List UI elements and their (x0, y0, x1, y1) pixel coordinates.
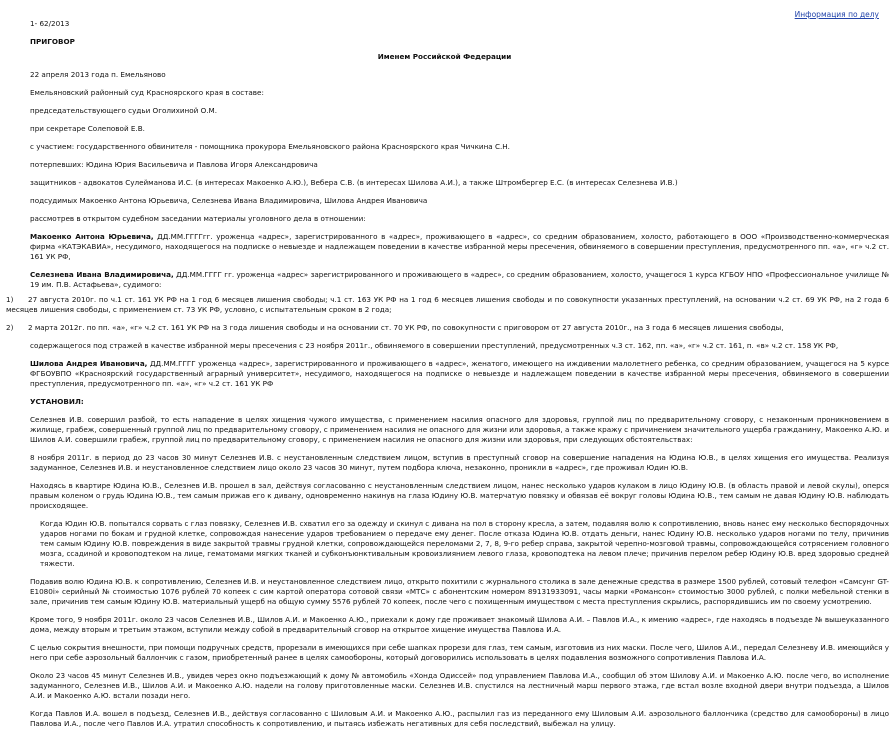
defendant-1-text: ДД.ММ.ГГГГгг. уроженца «адрес», зарегистрированного в «адрес», проживающего в «адрес», со средним образованием, холосто, работающего в ООО «Производственно-коммерческая фирма «КАТЭКАВИА», несудимого, находящегося на подписке о невыезде и надлежащем поведении в качестве избранной меры пресечения, обвиняемого в совершении преступления, предусмотренного пп. «а», «г» ч.2 ст. 161 УК РФ, (30, 232, 889, 261)
body-paragraph: 8 ноября 2011г. в период до 23 часов 30 минут Селезнев И.В. с неустановленным следствием лицом, вступив в преступный сговор на совершение нападения на Юдина Ю.В., в целях хищения его имущества. Реализуя задуманное, Селезнев И.В. и неустановленное следствием лицо около 23 часов 30 минут, путем подбора ключа, незаконно, проникли в «адрес», где проживал Юдин Ю.В. (30, 453, 889, 472)
document-title: ПРИГОВОР (30, 37, 75, 46)
defendant-3-name: Шилова Андрея Ивановича, (30, 359, 148, 368)
body-paragraph: Когда Юдин Ю.В. попытался сорвать с глаз повязку, Селезнев И.В. схватил его за одежду и скинул с дивана на пол в сторону кресла, а затем, подавляя волю к сопротивлению, вновь нанес ему несколько беспорядочных ударов ногами по бокам и грудной клетке, сопровождая нанесение ударов требованием о передаче ему денег. После отказа Юдина Ю.В. отдать деньги, нанес Юдину Ю.В. несколько ударов ногами по телу, причинив тем самым Юдину Ю.В. повреждения в виде закрытой травмы грудной клетки, сопровождающейся переломами 2, 7, 8, 9-го ребер справа, закрытой черепно-мозговой травмы, сопровождающейся сотрясением головного мозга, ссадиной и кровоподтеком на лице, гематомами мягких тканей и субконъюнктивальным кровоизлиянием левого глаза, кровоподтека на левом плече; причинив перелом ребер Юдину Ю.В. вред здоровью средней тяжести. (40, 519, 889, 568)
defendant-1 (0, 232, 889, 262)
conviction-2 (0, 323, 889, 333)
judge-line: председательствующего судьи Оголихиной О.М. (30, 106, 218, 115)
case-number: 1- 62/2013 (30, 19, 70, 28)
defendant-2 (0, 270, 889, 290)
custody-line: содержащегося под стражей в качестве избранной меры пресечения с 23 ноября 2011г., обвиняемого в совершении преступлений, предусмотренных ч.3 ст. 162, пп. «а», «г» ч.2 ст. 161, п. «в» ч.2 ст. 158 УК РФ, (30, 341, 839, 350)
body-paragraph: Селезнев И.В. совершил разбой, то есть нападение в целях хищения чужого имущества, с применением насилия опасного для здоровья, группой лиц по предварительному сговору, с незаконным проникновением в жилище, грабеж, совершенный группой лиц по предварительному сговору, с применением насилия не опасного для жизни или здоровья, а также кражу с причинением значительного ущерба гражданину, Макоенко А.Ю. и Шилов А.И. совершили грабеж, группой лиц по предварительному сговору, с применением насилия не опасного для жизни или здоровья, при следующих обстоятельствах: (30, 415, 889, 444)
victims-line: потерпевших: Юдина Юрия Васильевича и Павлова Игоря Александровича (30, 160, 318, 169)
date-place: 22 апреля 2013 года п. Емельяново (30, 70, 166, 79)
conviction-2-num: 2) (6, 323, 14, 332)
established-heading: УСТАНОВИЛ: (30, 397, 84, 406)
body-paragraph: Находясь в квартире Юдина Ю.В., Селезнев И.В. прошел в зал, действуя согласованно с неустановленным следствием лицом, нанес несколько ударов кулаком в лицо Юдину Ю.В. (в область правой и левой скулы), оперся правым коленом о грудь Юдина Ю.В., тем самым прижав его к дивану, одновременно накинув на глаза Юдину Ю.В. матерчатую повязку и обвязав её вокруг головы Юдина Ю.В., тем самым не давая Юдину Ю.В. наблюдать происходящее. (30, 481, 889, 510)
conviction-1-num: 1) (6, 295, 14, 304)
body-paragraph: Когда Павлов И.А. вошел в подъезд, Селезнев И.В., действуя согласованно с Шиловым А.И. и Макоенко А.Ю., распылил газ из переданного ему Шиловым А.И. аэрозольного баллончика (средство для самообороны) в лицо Павлова И.А., после чего Павлов И.А. утратил способность к сопротивлению, и пытаясь избежать негативных для себя последствий, выбежал на улицу. (30, 709, 889, 728)
defendant-1-name: Макоенко Антона Юрьевича, (30, 232, 154, 241)
body-paragraph: Около 23 часов 45 минут Селезнев И.В., увидев через окно подъезжающий к дому № автомобиль «Хонда Одиссей» под управлением Павлова И.А., сообщил об этом Шилову А.И. и Макоенко А.Ю. после чего, во исполнение задуманного, Селезнев И.В., Шилов А.И. и Макоенко А.Ю. надели на голову приготовленные маски. Селезнев И.В. спустился на лестничный марш первого этажа, где встал возле входной двери внутри подъезда, а Шилов А.И. и Макоенко А.Ю. встали позади него. (30, 671, 889, 700)
prosecutor-line: с участием: государственного обвинителя - помощника прокурора Емельяновского района Красноярского края Чичкина С.Н. (30, 142, 510, 151)
defenders-line: защитников - адвокатов Сулейманова И.С. (в интересах Макоенко А.Ю.), Вебера С.В. (в интересах Шилова А.И.), а также Штромбергер Е.С. (в интересах Селезнева И.В.) (30, 178, 678, 187)
document (0, 19, 889, 737)
conviction-1-text: 27 августа 2010г. по ч.1 ст. 161 УК РФ на 1 год 6 месяцев лишения свободы; ч.1 ст. 163 УК РФ на 1 год 6 месяцев лишения свободы и по совокупности указанных преступлений, на основании ч.2 ст. 69 УК РФ, на 2 года 6 месяцев лишения свободы, с применением ст. 73 УК РФ, условно, с испытательным сроком в 2 года; (6, 295, 889, 314)
secretary-line: при секретаре Солеповой Е.В. (30, 124, 145, 133)
conviction-1 (0, 295, 889, 315)
body-paragraph: С целью сокрытия внешности, при помощи подручных средств, прорезали в имеющихся при себе шапках прорези для глаз, тем самым, изготовив из них маски. После чего, Шилов А.И., передал Селезневу И.В. имеющийся у него при себе аэрозольный баллончик с газом, приобретенный ранее в целях самообороны, который договорились использовать в целях подавления возможного сопротивления Павлова И.А. (30, 643, 889, 662)
conviction-2-text: 2 марта 2012г. по пп. «а», «г» ч.2 ст. 161 УК РФ на 3 года лишения свободы и на основании ст. 70 УК РФ, по совокупности с приговором от 27 августа 2010г., на 3 года 6 месяцев лишения свободы, (28, 323, 784, 332)
document-subtitle: Именем Российской Федерации (377, 52, 512, 61)
defendants-line: подсудимых Макоенко Антона Юрьевича, Селезнева Ивана Владимировича, Шилова Андрея Ивановича (30, 196, 428, 205)
review-line: рассмотрев в открытом судебном заседании материалы уголовного дела в отношении: (30, 214, 366, 223)
defendant-3-text: ДД.ММ.ГГГГ уроженца «адрес», зарегистрированного и проживающего в «адрес», женатого, имеющего на иждивении малолетнего ребенка, со средним образованием, учащегося на 5 курсе ФГБОУВПО «Красноярский государственный аграрный университет», несудимого, находящегося на подписке о невыезде и надлежащем поведении в качестве избранной меры пресечения, обвиняемого в совершении преступления, предусмотренного пп. «а», «г» ч.2 ст. 161 УК РФ (30, 359, 890, 388)
defendant-2-text: ДД.ММ.ГГГГ гг. уроженца «адрес» зарегистрированного и проживающего в «адрес», со средним образованием, холосто, учащегося 1 курса КГБОУ НПО «Профессиональное училище № 19 им. П.В. Астафьева», судимого: (30, 270, 889, 289)
defendant-3 (0, 359, 889, 389)
case-info-link[interactable]: Информация по делу (794, 10, 879, 19)
court-line: Емельяновский районный суд Красноярского края в составе: (30, 88, 264, 97)
defendant-2-name: Селезнева Ивана Владимировича, (30, 270, 174, 279)
body-paragraph: Кроме того, 9 ноября 2011г. около 23 часов Селезнев И.В., Шилов А.И. и Макоенко А.Ю., приехали к дому где проживает знакомый Шилова А.И. – Павлов И.А., к имению «адрес», где находясь в подъезде № вышеуказанного дома, между вторым и третьим этажом, вступили между собой в предварительный сговор на открытое хищение имущества Павлова И.А. (30, 615, 889, 634)
body-paragraph: Подавив волю Юдина Ю.В. к сопротивлению, Селезнев И.В. и неустановленное следствием лицо, открыто похитили с журнального столика в зале денежные средства в размере 1500 рублей, сотовый телефон «Самсунг GT-E1080i» серийный № стоимостью 1076 рублей 70 копеек с сим картой оператора сотовой связи «МТС» с абонентским номером 89131933091, часы марки «Романсон» стоимостью 3000 рублей, с полки мебельной стенки в зале, причинив тем самым Юдину Ю.В. материальный ущерб на общую сумму 5576 рублей 70 копеек, после чего с похищенным имуществом с места преступления скрылись, распорядившись им по своему усмотрению. (30, 577, 889, 606)
